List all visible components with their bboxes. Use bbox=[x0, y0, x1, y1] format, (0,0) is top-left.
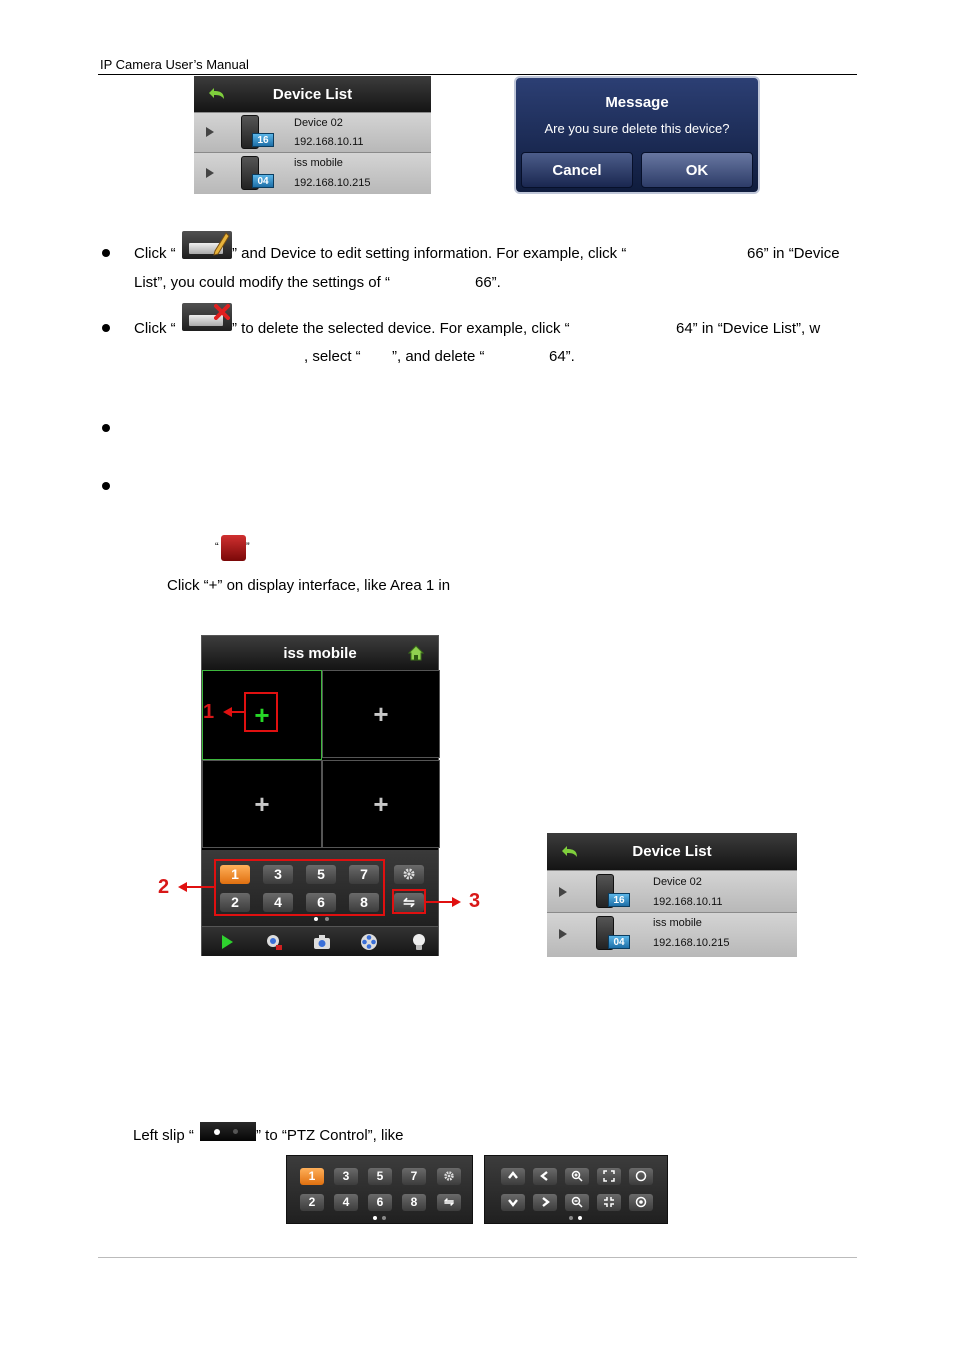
page-dot bbox=[382, 1216, 386, 1220]
device-name: iss mobile bbox=[294, 157, 343, 169]
home-icon[interactable] bbox=[408, 645, 424, 661]
ptz-control-icon[interactable] bbox=[360, 933, 378, 951]
expand-arrow-icon[interactable] bbox=[559, 929, 567, 939]
play-icon[interactable] bbox=[218, 933, 236, 951]
expand-arrow-icon[interactable] bbox=[206, 168, 214, 178]
channel-badge: 16 bbox=[252, 133, 274, 147]
delete-text-2b: ”, and delete “ bbox=[392, 348, 485, 365]
device-list-panel-top bbox=[194, 76, 431, 194]
arrow-3 bbox=[452, 897, 461, 907]
device-name: Device 02 bbox=[294, 117, 343, 129]
callout-3: 3 bbox=[469, 890, 481, 912]
page-dot bbox=[325, 917, 329, 921]
arrow-1-line bbox=[231, 711, 244, 713]
delete-device-icon bbox=[182, 303, 232, 331]
channel-badge: 04 bbox=[608, 935, 630, 949]
arrow-2-line bbox=[186, 886, 214, 888]
iris-open-button[interactable] bbox=[629, 1168, 653, 1185]
switch-panel-button[interactable]: ⇋ bbox=[437, 1194, 461, 1211]
area-3-highlight bbox=[392, 889, 426, 914]
edit-text-1b: ” and Device to edit setting information. For example, click “ bbox=[232, 245, 627, 262]
channel-keypad-mini bbox=[286, 1155, 473, 1224]
delete-text-1a: Click “ bbox=[134, 320, 176, 337]
edit-text-1a: Click “ bbox=[134, 245, 176, 262]
delete-text-1b: ” to delete the selected device. For example, click “ bbox=[232, 320, 570, 337]
channel-key-8[interactable]: 8 bbox=[402, 1194, 426, 1211]
channel-key-4[interactable]: 4 bbox=[263, 893, 293, 912]
callout-1: 1 bbox=[203, 701, 215, 723]
footer-rule bbox=[98, 1257, 857, 1258]
expand-arrow-icon[interactable] bbox=[206, 127, 214, 137]
ptz-left-button[interactable] bbox=[533, 1168, 557, 1185]
channel-key-5[interactable]: 5 bbox=[306, 865, 336, 884]
page-dot-active bbox=[373, 1216, 377, 1220]
left-slip-text-a: Left slip “ bbox=[133, 1127, 194, 1144]
iris-close-icon bbox=[635, 1196, 647, 1208]
device-ip: 192.168.10.215 bbox=[653, 937, 730, 949]
channel-key-7[interactable]: 7 bbox=[349, 865, 379, 884]
channel-key-8[interactable]: 8 bbox=[349, 893, 379, 912]
quote-open: “ bbox=[215, 541, 219, 553]
page-indicator-icon bbox=[200, 1122, 256, 1141]
device-list-item[interactable] bbox=[194, 112, 431, 152]
device-list-titlebar bbox=[194, 76, 431, 112]
focus-near-button[interactable] bbox=[597, 1194, 621, 1211]
area-1-highlight bbox=[244, 692, 278, 732]
settings-gear-button[interactable] bbox=[437, 1168, 461, 1185]
zoom-in-icon bbox=[571, 1170, 583, 1182]
bullet-dot bbox=[102, 424, 110, 432]
settings-gear-button[interactable] bbox=[394, 865, 424, 884]
iris-open-icon bbox=[635, 1170, 647, 1182]
channel-key-6[interactable]: 6 bbox=[306, 893, 336, 912]
manual-title: IP Camera User’s Manual bbox=[100, 57, 249, 72]
bullet-dot bbox=[102, 324, 110, 332]
zoom-out-button[interactable] bbox=[565, 1194, 589, 1211]
ptz-up-button[interactable] bbox=[501, 1168, 525, 1185]
channel-key-5[interactable]: 5 bbox=[368, 1168, 392, 1185]
page-dot bbox=[569, 1216, 573, 1220]
arrow-3-line bbox=[426, 901, 452, 903]
delete-text-1c: 64” in “Device List”, w bbox=[676, 320, 821, 337]
focus-far-button[interactable] bbox=[597, 1168, 621, 1185]
live-view-titlebar bbox=[202, 636, 438, 670]
expand-arrow-icon[interactable] bbox=[559, 887, 567, 897]
focus-out-icon bbox=[603, 1170, 615, 1182]
chevron-down-icon bbox=[507, 1196, 519, 1208]
video-cell-3[interactable] bbox=[202, 760, 322, 848]
chevron-right-icon bbox=[539, 1196, 551, 1208]
bullet-dot bbox=[102, 482, 110, 490]
cancel-button[interactable]: Cancel bbox=[521, 152, 633, 188]
edit-text-1c: 66” in “Device bbox=[747, 245, 840, 262]
record-button-icon bbox=[221, 535, 246, 561]
device-list-item[interactable] bbox=[547, 912, 797, 957]
channel-key-3[interactable]: 3 bbox=[263, 865, 293, 884]
channel-key-2[interactable]: 2 bbox=[220, 893, 250, 912]
dialog-message: Are you sure delete this device? bbox=[544, 121, 730, 136]
callout-2: 2 bbox=[158, 876, 170, 898]
device-list-item[interactable] bbox=[547, 870, 797, 912]
ptz-control-panel bbox=[484, 1155, 668, 1224]
video-cell-4[interactable] bbox=[322, 760, 440, 848]
gear-icon bbox=[402, 867, 416, 881]
device-name: Device 02 bbox=[653, 876, 702, 888]
device-list-titlebar bbox=[547, 833, 797, 870]
delete-text-2a: , select “ bbox=[304, 348, 361, 365]
focus-in-icon bbox=[603, 1196, 615, 1208]
header-rule bbox=[98, 74, 857, 75]
channel-key-7[interactable]: 7 bbox=[402, 1168, 426, 1185]
add-channel-icon[interactable]: + bbox=[373, 789, 389, 819]
device-ip: 192.168.10.215 bbox=[294, 177, 371, 189]
channel-badge: 04 bbox=[252, 174, 274, 188]
add-channel-icon[interactable]: + bbox=[373, 699, 389, 729]
device-name: iss mobile bbox=[653, 917, 702, 929]
gear-icon bbox=[443, 1170, 455, 1182]
channel-key-6[interactable]: 6 bbox=[368, 1194, 392, 1211]
device-list-item[interactable] bbox=[194, 152, 431, 194]
quote-close: ” bbox=[246, 541, 250, 553]
back-arrow-icon[interactable] bbox=[208, 87, 228, 101]
left-slip-text-b: ” to “PTZ Control”, like bbox=[256, 1127, 404, 1144]
channel-key-4[interactable]: 4 bbox=[334, 1194, 358, 1211]
dialog-title: Message bbox=[605, 94, 669, 111]
device-list-title: Device List bbox=[632, 843, 712, 860]
add-channel-icon[interactable]: + bbox=[254, 700, 270, 730]
add-channel-icon[interactable]: + bbox=[254, 789, 270, 819]
channel-key-2[interactable]: 2 bbox=[300, 1194, 324, 1211]
chevron-left-icon bbox=[539, 1170, 551, 1182]
device-ip: 192.168.10.11 bbox=[294, 136, 364, 148]
edit-text-2a: List”, you could modify the settings of “ bbox=[134, 274, 390, 291]
light-bulb-icon[interactable] bbox=[410, 933, 428, 951]
zoom-out-icon bbox=[571, 1196, 583, 1208]
device-ip: 192.168.10.11 bbox=[653, 896, 723, 908]
bottom-toolbar bbox=[202, 926, 438, 956]
click-plus-text: Click “+” on display interface, like Area 1 in bbox=[167, 577, 451, 594]
edit-text-2b: 66”. bbox=[475, 274, 501, 291]
channel-badge: 16 bbox=[608, 893, 630, 907]
page-dot-active bbox=[578, 1216, 582, 1220]
bullet-dot bbox=[102, 249, 110, 257]
channel-key-1[interactable]: 1 bbox=[220, 865, 250, 884]
ok-button[interactable]: OK bbox=[641, 152, 753, 188]
device-list-title: Device List bbox=[272, 85, 353, 103]
record-search-icon[interactable] bbox=[265, 933, 283, 951]
device-list-panel-bottom bbox=[547, 833, 797, 957]
channel-key-3[interactable]: 3 bbox=[334, 1168, 358, 1185]
video-cell-2[interactable] bbox=[322, 670, 440, 758]
ptz-right-button[interactable] bbox=[533, 1194, 557, 1211]
iris-close-button[interactable] bbox=[629, 1194, 653, 1211]
channel-key-1[interactable]: 1 bbox=[300, 1168, 324, 1185]
ptz-down-button[interactable] bbox=[501, 1194, 525, 1211]
delete-confirm-dialog bbox=[514, 76, 760, 194]
switch-panel-button[interactable]: ⇋ bbox=[394, 893, 424, 912]
delete-text-2c: 64”. bbox=[549, 348, 575, 365]
device-title: iss mobile bbox=[283, 644, 357, 662]
edit-device-icon bbox=[182, 231, 232, 259]
page-dot-active bbox=[314, 917, 318, 921]
back-arrow-icon[interactable] bbox=[561, 845, 581, 859]
area-2-highlight bbox=[214, 859, 385, 916]
camera-snapshot-icon[interactable] bbox=[313, 933, 331, 951]
chevron-up-icon bbox=[507, 1170, 519, 1182]
zoom-in-button[interactable] bbox=[565, 1168, 589, 1185]
